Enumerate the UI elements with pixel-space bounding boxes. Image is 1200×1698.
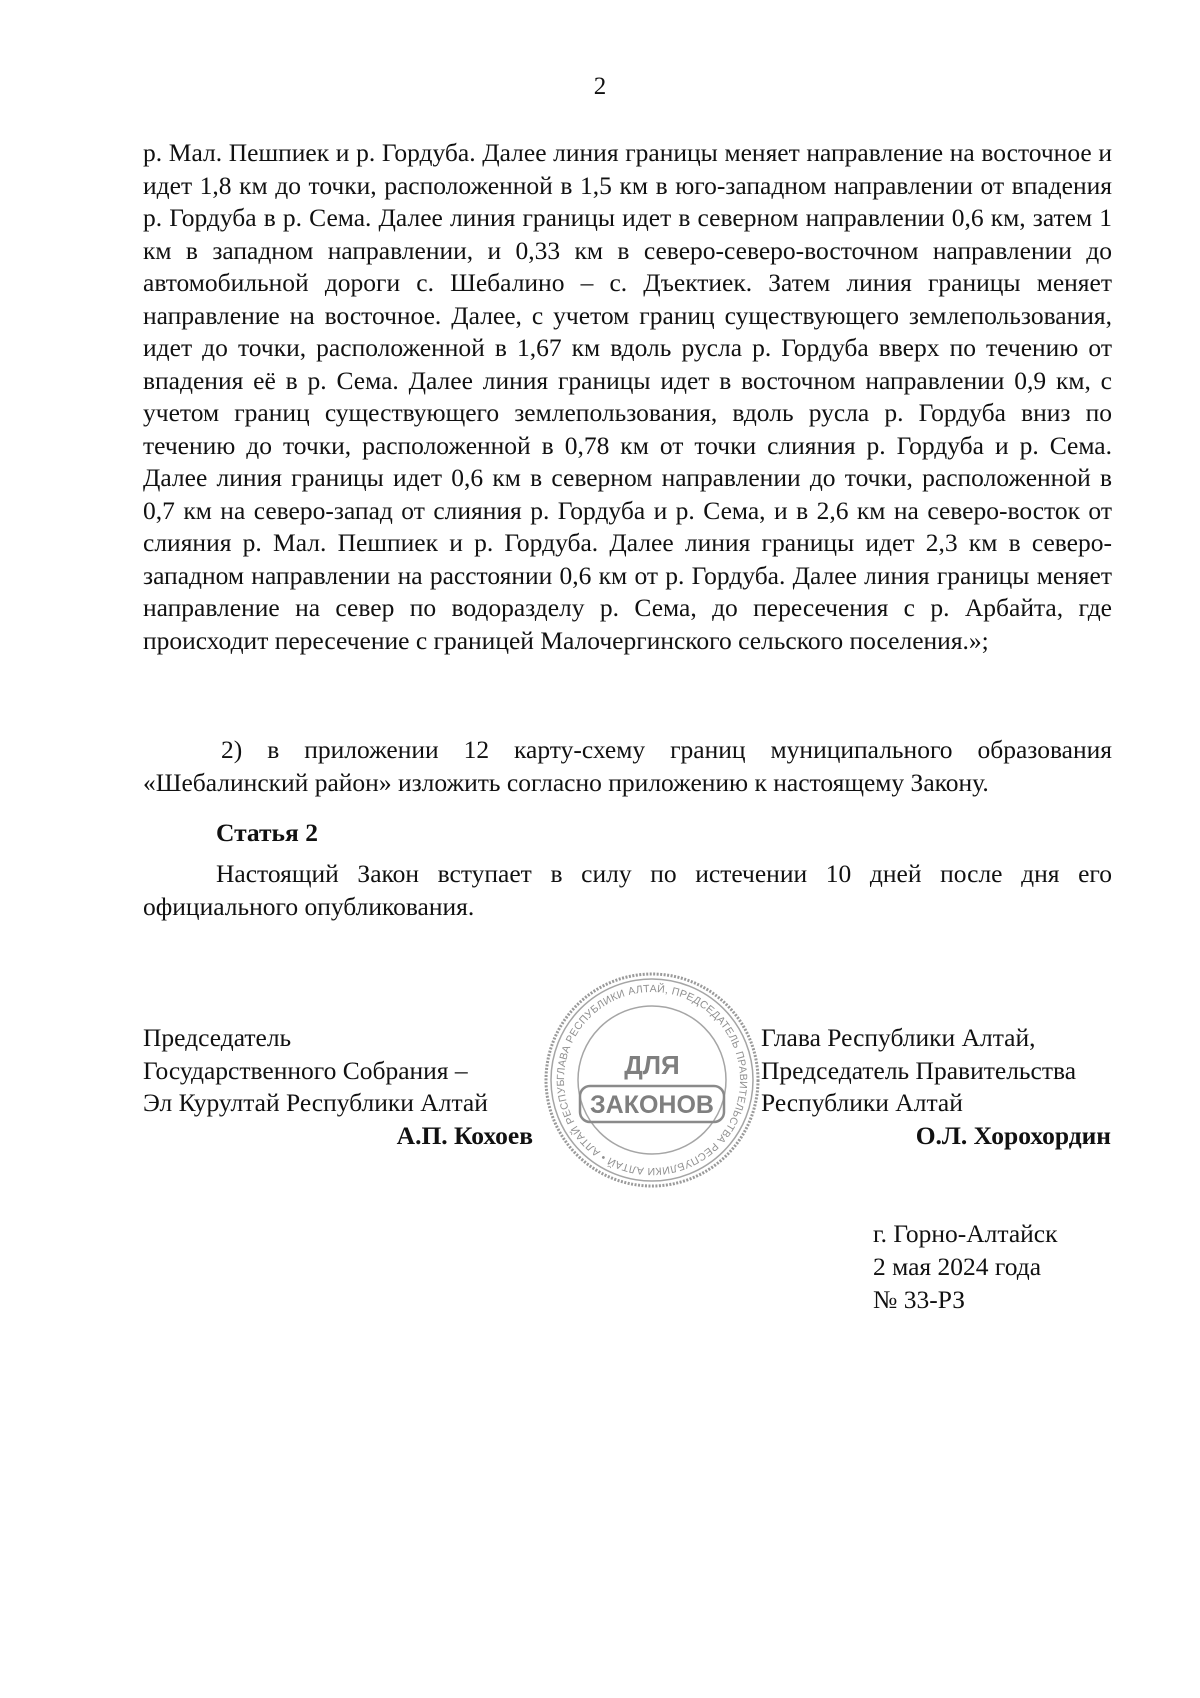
seal-icon bbox=[542, 970, 762, 1190]
signature-title-line: Глава Республики Алтай, bbox=[761, 1023, 1036, 1052]
seal-center-text: ЗАКОНОВ bbox=[590, 1091, 714, 1119]
signature-title-line: Государственного Собрания – bbox=[143, 1055, 468, 1085]
law-number: № 33-РЗ bbox=[873, 1285, 965, 1314]
place-date-block bbox=[873, 1217, 1113, 1316]
seal-center-text: ДЛЯ bbox=[624, 1050, 680, 1080]
article-2-text: Настоящий Закон вступает в силу по истечении 10 дней после дня его официального опубликования. bbox=[143, 859, 1112, 921]
page-number: 2 bbox=[593, 73, 607, 100]
signature-block-chairman bbox=[143, 1022, 533, 1152]
article-2-heading: Статья 2 bbox=[216, 818, 318, 847]
signature-title-line: Председатель bbox=[143, 1023, 292, 1052]
city: г. Горно-Алтайск bbox=[873, 1219, 1058, 1248]
signature-title-line: Республики Алтай bbox=[761, 1088, 963, 1117]
date: 2 мая 2024 года bbox=[873, 1252, 1042, 1281]
signature-name: А.П. Кохоев bbox=[396, 1120, 533, 1150]
boundary-description-paragraph: р. Мал. Пешпиек и р. Гордуба. Далее линия границы меняет направление на восточное и идет 1,8 км до точки, расположенной в 1,5 км в юго-западном направлении от впадения р. Гордуба в р. Сема. Далее линия границы идет в северном направлении 0,6 км, затем 1 км в западном направлении, и 0,33 км в северо-северо-восточном направлении до автомобильной дороги с. Шебалино – с. Дъектиек. Затем линия границы меняет направление на восточное. Далее, с учетом границ существующего землепользования, идет до точки, расположенной в 1,67 км вдоль русла р. Гордуба вверх по течению от впадения её в р. Сема. Далее линия границы идет в восточном направлении 0,9 км, с учетом границ существующего землепользования, вдоль русла р. Гордуба вниз по течению до точки, расположенной в 0,78 км от точки слияния р. Гордуба и р. Сема. Далее линия границы идет 0,6 км в северном направлении до точки, расположенной в 0,7 км на северо-запад от слияния р. Гордуба и р. Сема, и в 2,6 км на северо-восток от слияния р. Мал. Пешпиек и р. Гордуба. Далее линия границы идет 2,3 км в северо-западном направлении на расстоянии 0,6 км от р. Гордуба. Далее линия границы меняет направление на север по водоразделу р. Сема, до пересечения с р. Арбайта, где происходит пересечение с границей Малочергинского сельского поселения.»; bbox=[143, 138, 1112, 655]
official-seal bbox=[542, 970, 762, 1190]
signature-name: О.Л. Хорохордин bbox=[915, 1120, 1111, 1150]
item-2-paragraph: 2) в приложении 12 карту-схему границ муниципального образования «Шебалинский район» изложить согласно приложению к настоящему Закону. bbox=[143, 735, 1112, 797]
seal-ring-text: ГЛАВА РЕСПУБЛИКИ АЛТАЙ, ПРЕДСЕДАТЕЛЬ ПРАВИТЕЛЬСТВА РЕСПУБЛИКИ АЛТАЙ • АЛТАЙ РЕСПУБ bbox=[554, 982, 750, 1178]
signature-block-head bbox=[761, 1022, 1111, 1152]
signature-title-line: Председатель Правительства bbox=[761, 1055, 1077, 1085]
signature-title-line: Эл Курултай Республики Алтай bbox=[143, 1088, 488, 1117]
